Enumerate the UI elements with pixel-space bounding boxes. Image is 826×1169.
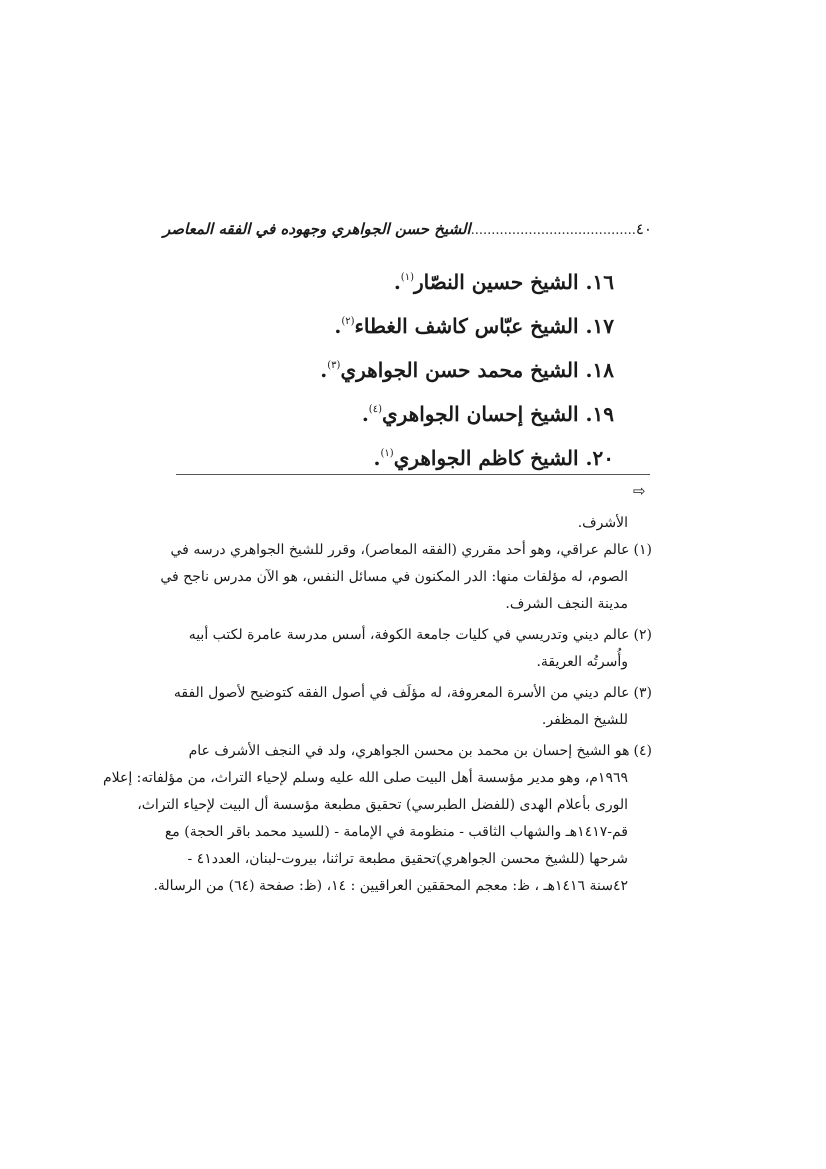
list-item: ١٦. الشيخ حسين النصّار$^{(١)}$. xyxy=(393,270,614,294)
footnote-number: (١) xyxy=(633,542,652,558)
footnote-3: (٣)عالم ديني من الأسرة المعروفة، له مؤلَف في أصول الفقه كتوضيح لأصول الفقه للشيخ المظفر. xyxy=(173,685,652,728)
footnote-continuation: الأشرف. xyxy=(577,515,628,531)
list-item: ١٧. الشيخ عبّاس كاشف الغطاء$^{(٢)}$. xyxy=(334,314,614,338)
footnote-ref[interactable]: (٤) xyxy=(368,404,382,415)
list-item: ١٩. الشيخ إحسان الجواهري$^{(٤)}$. xyxy=(361,402,614,426)
footnote-2: (٢)عالم ديني وتدريسي في كليات جامعة الكوفة، أسس مدرسة عامرة لكتب أبيه وأُسرتُه العريقة. xyxy=(188,627,652,670)
footnote-4: (٤)هو الشيخ إحسان بن محمد بن محسن الجواهري، ولد في النجف الأشرف عام ١٩٦٩م، وهو مدير مؤسسة أهل البيت صلى الله عليه وسلم لإحياء التراث، من مؤلفاته: إعلام الورى بأعلام الهدى (للفضل الطبرسي) تحقيق مطبعة مؤسسة أل البيت لإحياء التراث، قم-١٤١٧هـ والشهاب الثاقب - منظومة في الإمامة - (للسيد محمد باقر الحجة) مع شرحها (للشيخ محسن الجواهري)تحقيق مطبعة تراثنا، بيروت-لبنان، العدد٤١ - ٤٢سنة ١٤١٦هـ ، ظ: معجم المحققين العراقيين : ١٤، (ظ: صفحة (٦٤) من الرسالة. xyxy=(102,743,652,894)
footnote-ref[interactable]: (٣) xyxy=(327,360,341,371)
footnote-ref[interactable]: (١) xyxy=(380,448,394,459)
footnotes xyxy=(102,510,652,904)
running-header xyxy=(163,220,652,238)
footnote-number: (٤) xyxy=(633,743,652,759)
continue-arrow-icon: ⇨ xyxy=(633,482,646,500)
names-list xyxy=(320,256,614,476)
footnote-ref[interactable]: (١) xyxy=(400,272,414,283)
book-title: الشيخ حسن الجواهري وجهوده في الفقه المعاصر xyxy=(163,220,471,238)
footnote-number: (٣) xyxy=(633,685,652,701)
list-item: ١٨. الشيخ محمد حسن الجواهري$^{(٣)}$. xyxy=(320,358,614,382)
footnote-divider xyxy=(176,474,650,475)
footnote-1: (١)عالم عراقي، وهو أحد مقرري (الفقه المعاصر)، وقرر للشيخ الجواهري درسه في الصوم، له مؤلفات منها: الدر المكنون في مسائل النفس، هو الآن مدرس ناجح في مدينة النجف الشرف. xyxy=(160,542,652,612)
list-item: ٢٠. الشيخ كاظم الجواهري$^{(١)}$. xyxy=(373,446,614,470)
page-number: ٤٠ xyxy=(635,220,652,238)
footnote-ref[interactable]: (٢) xyxy=(341,316,355,327)
footnote-number: (٢) xyxy=(633,627,652,643)
header-leader-dots: ........................................ xyxy=(470,223,636,238)
